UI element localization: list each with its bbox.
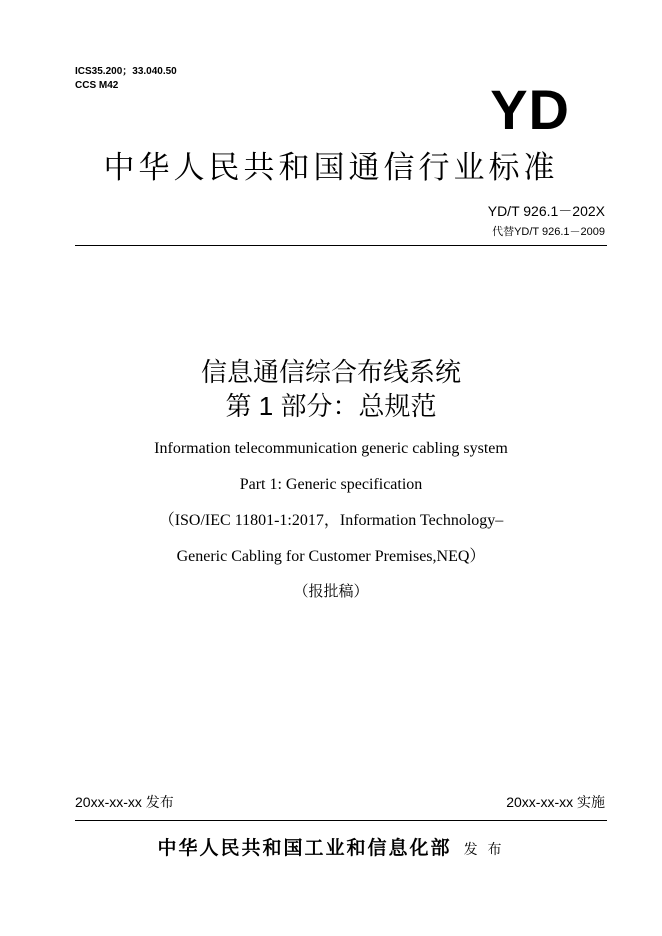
title-zh-line1: 信息通信综合布线系统 [200, 357, 461, 387]
footer-divider [75, 820, 607, 821]
issuer-line [0, 837, 662, 861]
publish-date: 20xx-xx-xx 发布 [75, 794, 174, 810]
yd-logo: YD [490, 78, 570, 141]
standard-number: YD/T 926.1－202X [487, 203, 605, 219]
title-en-line2: Part 1: Generic specification [239, 476, 423, 493]
issue-label: 发 布 [463, 841, 505, 857]
title-en-line1: Information telecommunication generic cabling system [154, 440, 508, 457]
ccs-code: CCS M42 [75, 80, 119, 91]
industry-standard-title: 中华人民共和国通信行业标准 [103, 150, 559, 185]
issuer-ministry: 中华人民共和国工业和信息化部 [157, 838, 452, 859]
replaces-standard: 代替YD/T 926.1－2009 [492, 226, 605, 238]
draft-status: （报批稿） [293, 584, 369, 600]
title-en-line4: Generic Cabling for Customer Premises,NEQ） [176, 548, 486, 565]
ics-code [75, 66, 177, 78]
implement-date: 20xx-xx-xx 实施 [506, 794, 605, 810]
header-divider [75, 245, 607, 246]
title-en-line3: （ISO/IEC 11801-1:2017，Information Technology– [158, 512, 504, 529]
ics-text: ICS35.200；33.040.50 [75, 66, 177, 77]
title-zh-line2: 第 1 部分：总规范 [225, 391, 437, 421]
